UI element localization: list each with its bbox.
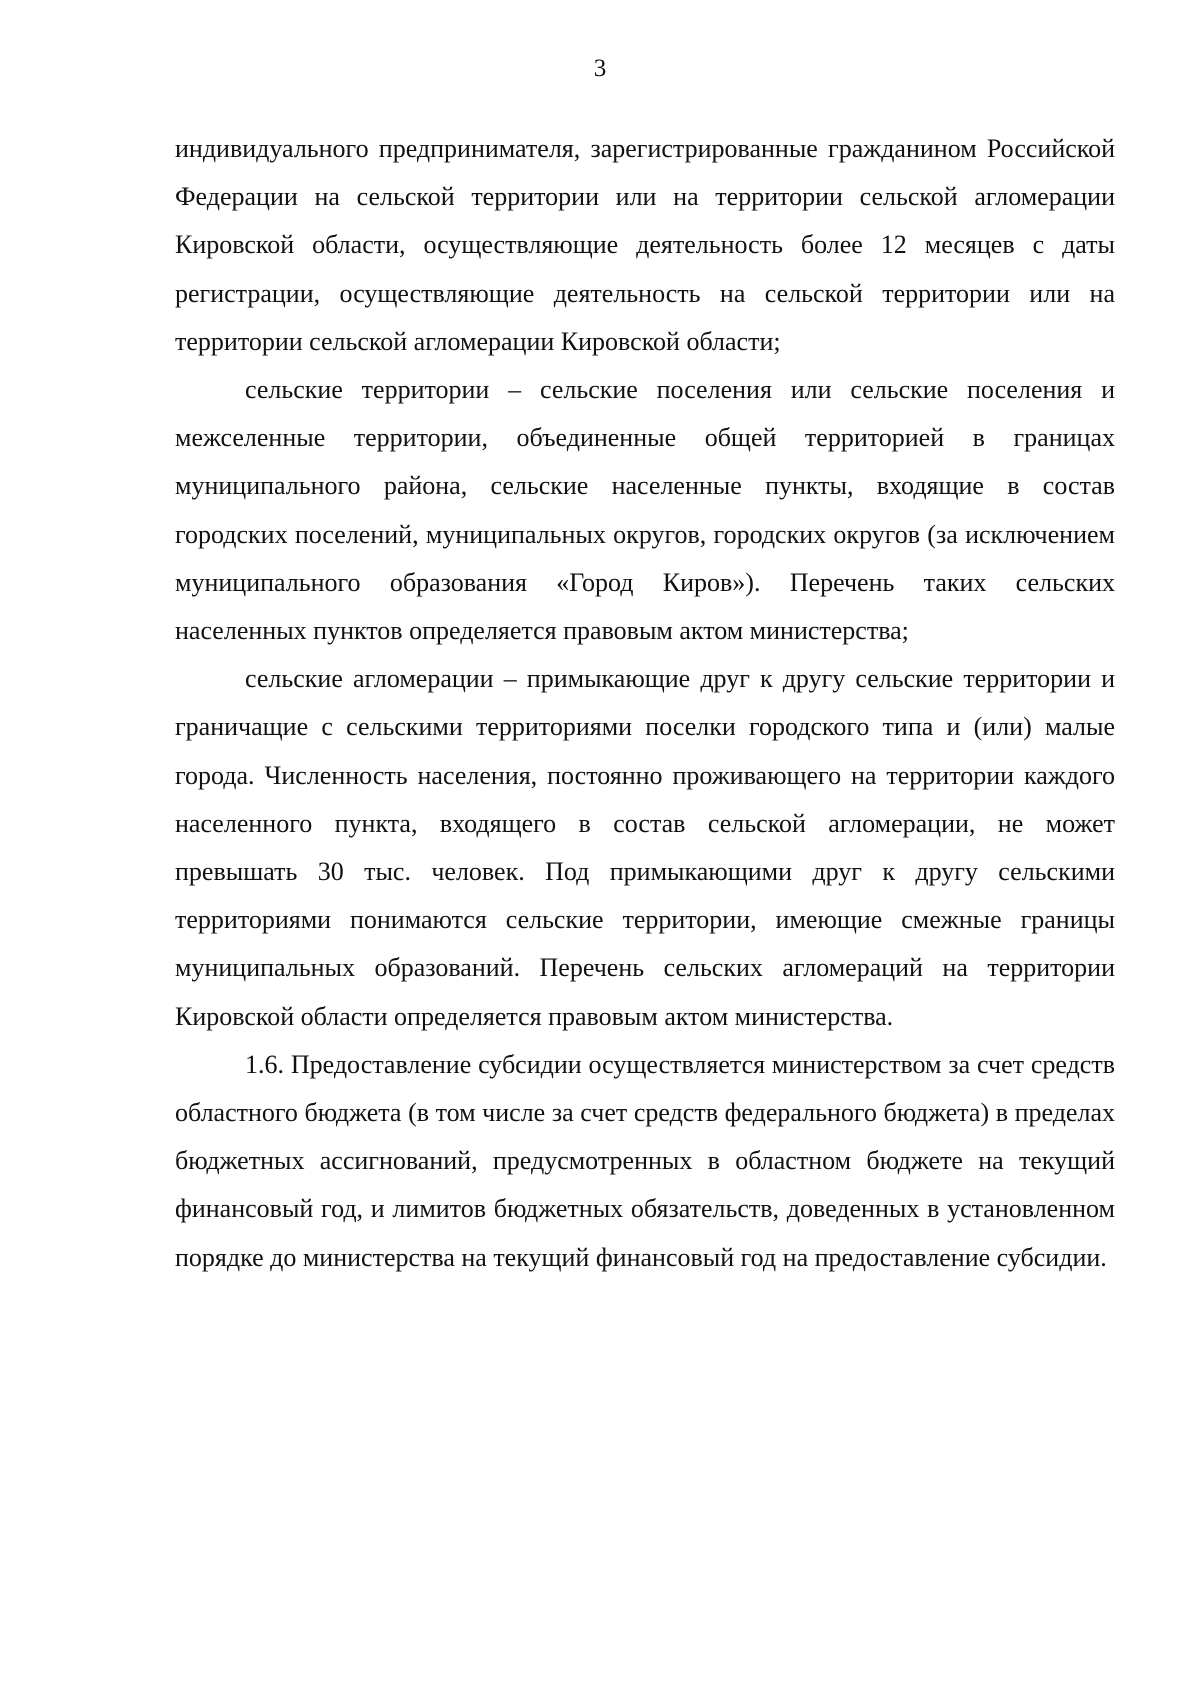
paragraph-entrepreneur-definition: индивидуального предпринимателя, зарегистрированные гражданином Российской Федерации на сельской территории или на территории сельской агломерации Кировской области, осуществляющие деятельность более 12 месяцев с даты регистрации, осуществляющие деятельность на сельской территории или на территории сельской агломерации Кировской области; bbox=[175, 134, 1115, 356]
paragraph-rural-territories: сельские территории – сельские поселения или сельские поселения и межселенные территории, объединенные общей территорией в границах муниципального района, сельские населенные пункты, входящие в состав городских поселений, муниципальных округов, городских округов (за исключением муниципального образования «Город Киров»). Перечень таких сельских населенных пунктов определяется правовым актом министерства; bbox=[175, 375, 1115, 646]
paragraph-rural-agglomerations: сельские агломерации – примыкающие друг к другу сельские территории и граничащие с сельскими территориями поселки городского типа и (или) малые города. Численность населения, постоянно проживающего на территории каждого населенного пункта, входящего в состав сельской агломерации, не может превышать 30 тыс. человек. Под примыкающими друг к другу сельскими территориями понимаются сельские территории, имеющие смежные границы муниципальных образований. Перечень сельских агломераций на территории Кировской области определяется правовым актом министерства. bbox=[175, 664, 1115, 1031]
page-number: 3 bbox=[593, 55, 607, 82]
document-body bbox=[175, 125, 1115, 1282]
paragraph-subsidy-provision: 1.6. Предоставление субсидии осуществляется министерством за счет средств областного бюджета (в том числе за счет средств федерального бюджета) в пределах бюджетных ассигнований, предусмотренных в областном бюджете на текущий финансовый год, и лимитов бюджетных обязательств, доведенных в установленном порядке до министерства на текущий финансовый год на предоставление субсидии. bbox=[175, 1049, 1115, 1272]
